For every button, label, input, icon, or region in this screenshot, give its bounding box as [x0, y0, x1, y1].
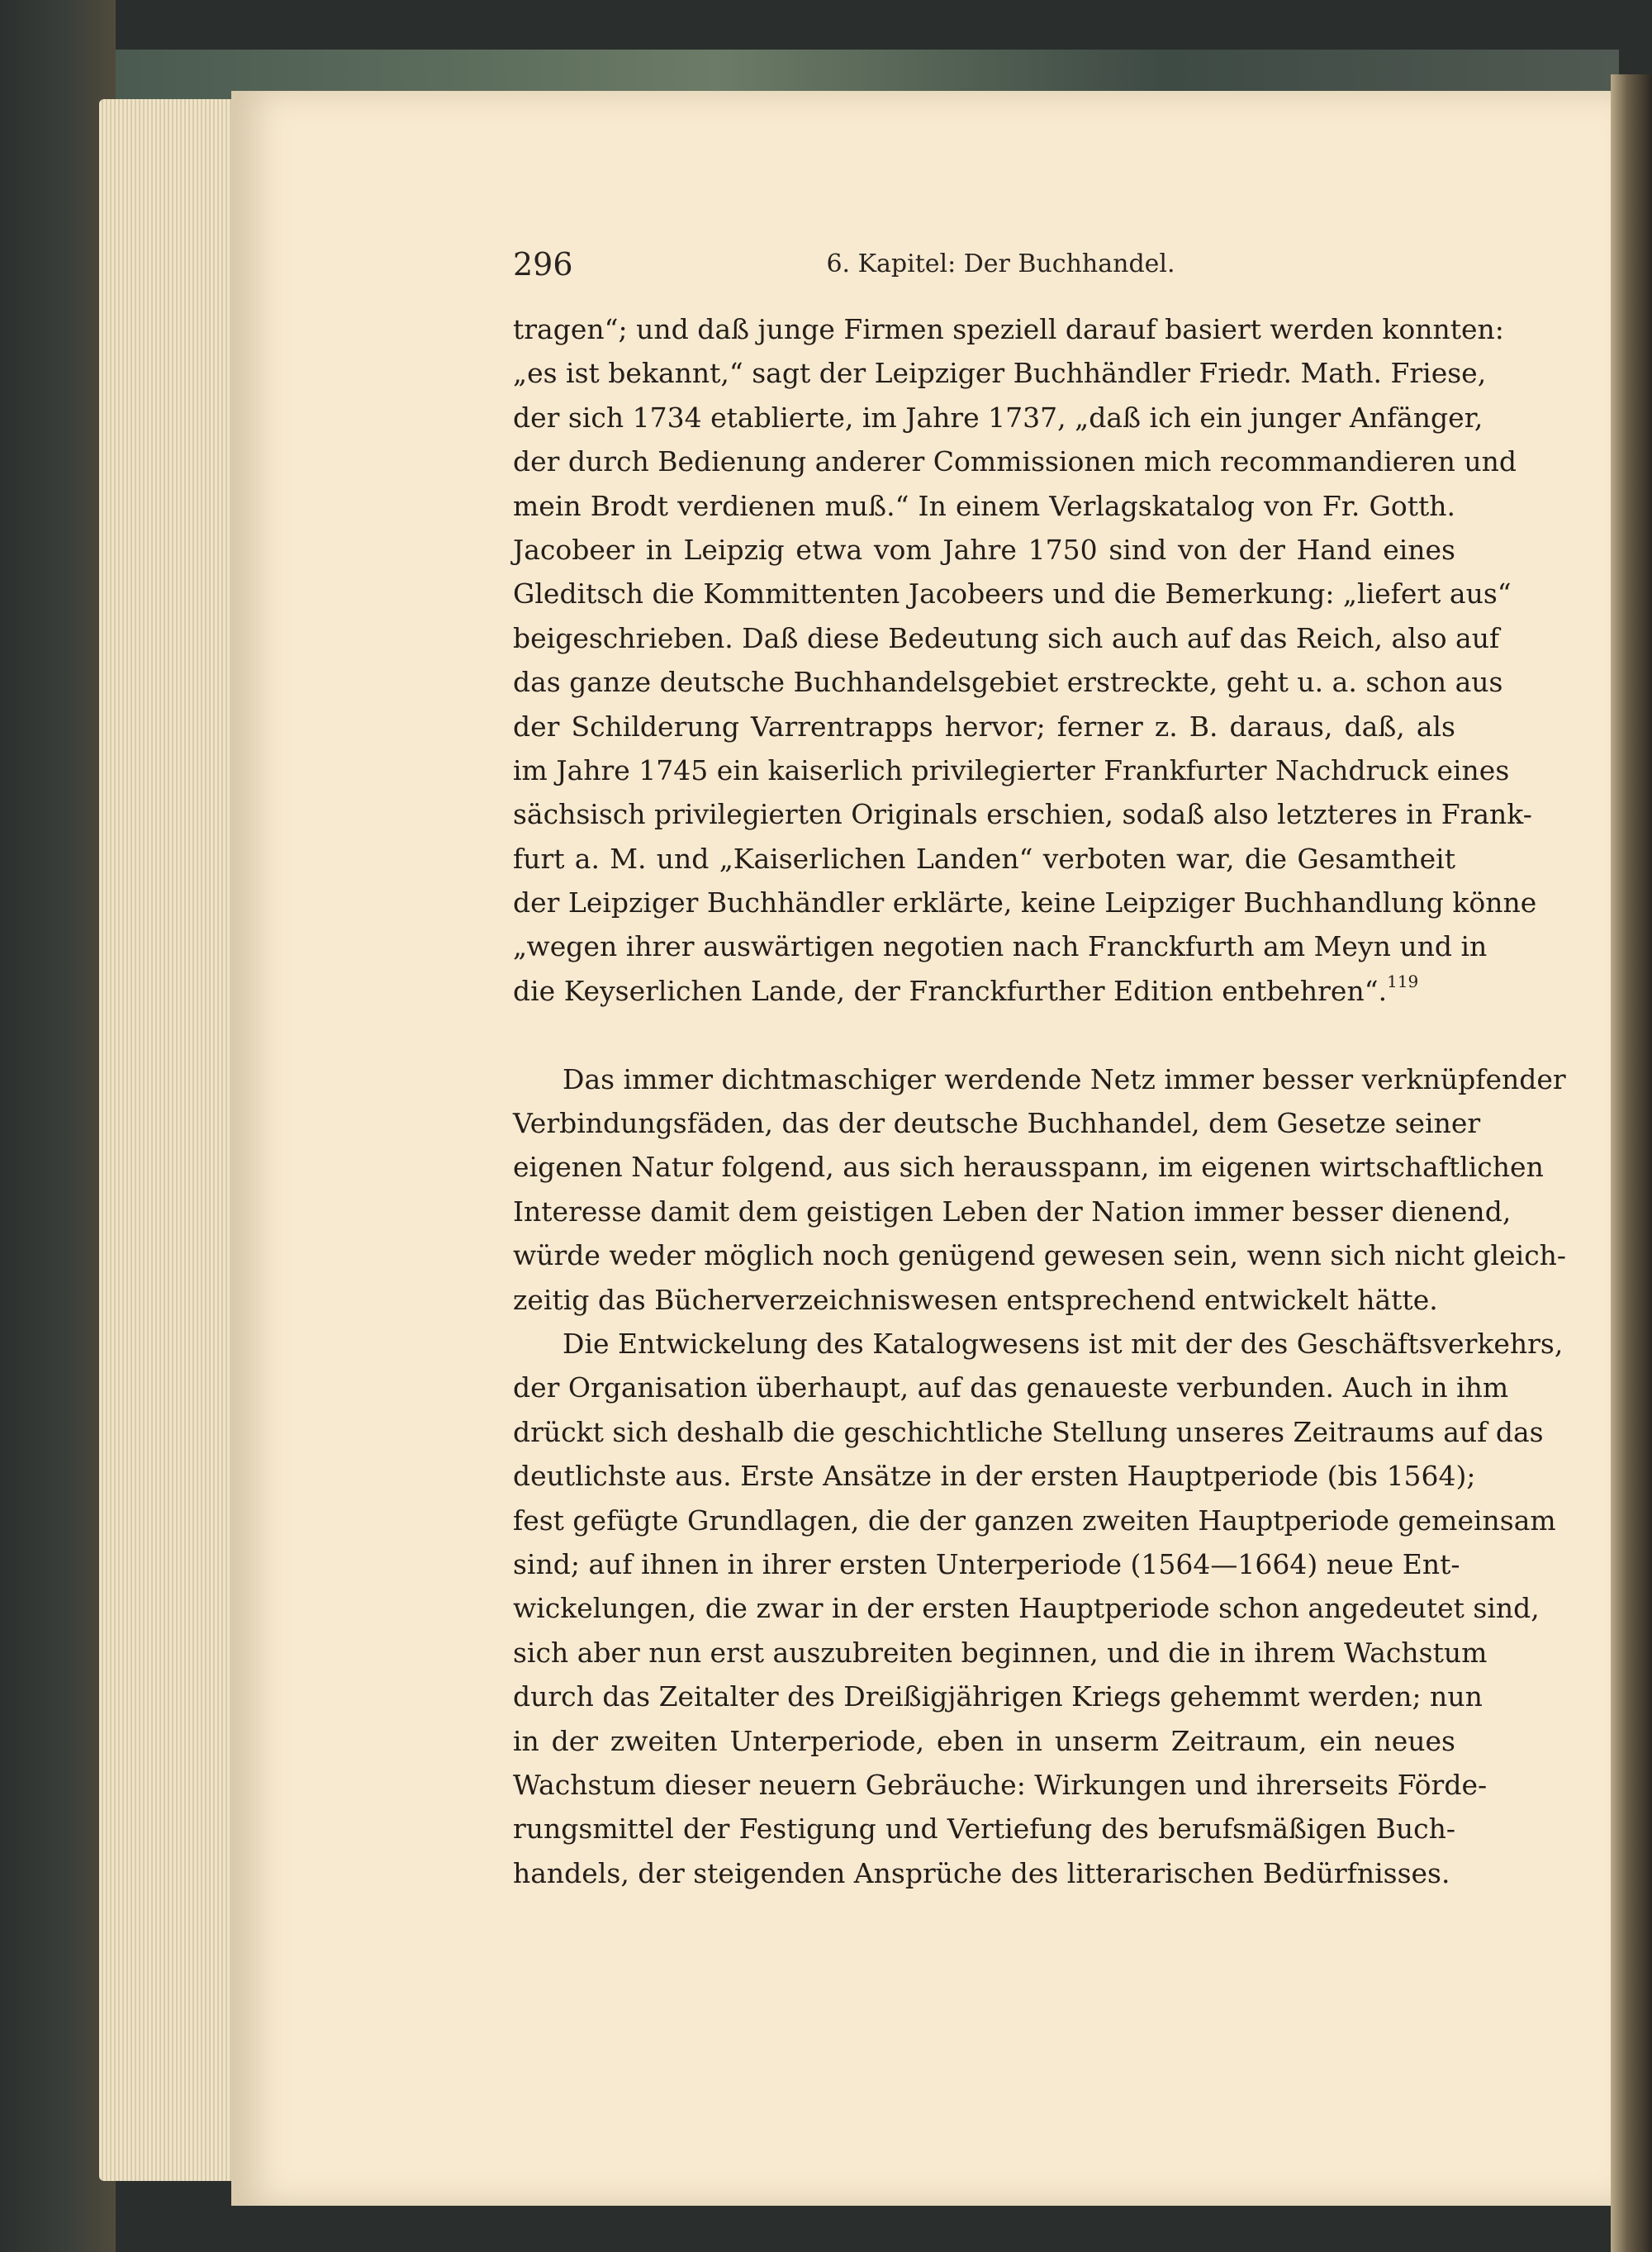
line-text: Interesse damit dem geistigen Leben der Nation immer besser dienend, [513, 1195, 1512, 1228]
line-text: Die Entwickelung des Katalogwesens ist mit der des Geschäftsverkehrs, [563, 1327, 1564, 1360]
text-line [513, 1410, 1544, 1454]
line-text: Gleditsch die Kommittenten Jacobeers und die Bemerkung: „liefert aus“ [513, 577, 1512, 611]
running-title: 6. Kapitel: Der Buchhandel. [826, 249, 1175, 278]
text-line [513, 1542, 1460, 1586]
line-text: furt a. M. und „Kaiserlichen Landen“ verboten war, die Gesamtheit [513, 842, 1455, 875]
text-line [513, 924, 1488, 968]
text-line [513, 1763, 1488, 1807]
facing-page-edge [1611, 74, 1652, 2252]
line-text: Jacobeer in Leipzig etwa vom Jahre 1750 sind von der Hand eines [513, 533, 1455, 566]
page-number: 296 [513, 246, 573, 283]
footnote-reference[interactable]: 119 [1387, 971, 1419, 991]
line-text: „wegen ihrer auswärtigen negotien nach Franckfurth am Meyn und in [513, 930, 1488, 963]
text-line [513, 1631, 1488, 1675]
text-line [513, 351, 1487, 395]
text-line [513, 705, 1455, 748]
text-line [513, 969, 1455, 1013]
paragraph [513, 1322, 1564, 1895]
line-text: Wachstum dieser neuern Gebräuche: Wirkungen und ihrerseits Förde- [513, 1768, 1488, 1801]
text-line [513, 1101, 1481, 1145]
paragraph [513, 1057, 1567, 1322]
line-text: durch das Zeitalter des Dreißigjährigen Kriegs gehemmt werden; nun [513, 1680, 1483, 1713]
text-line [513, 1145, 1544, 1189]
line-text: fest gefügte Grundlagen, die der ganzen zweiten Hauptperiode gemeinsam [513, 1504, 1556, 1537]
line-text: sind; auf ihnen in ihrer ersten Unterperiode (1564—1664) neue Ent- [513, 1547, 1460, 1580]
line-text: der durch Bedienung anderer Commissionen mich recommandieren und [513, 445, 1517, 478]
paragraph [513, 307, 1537, 1013]
text-line [513, 307, 1504, 351]
line-text: deutlichste aus. Erste Ansätze in der ersten Hauptperiode (bis 1564); [513, 1460, 1476, 1493]
line-text: das ganze deutsche Buchhandelsgebiet erstreckte, geht u. a. schon aus [513, 666, 1503, 699]
paragraph-spacer [513, 1013, 1455, 1057]
line-text: der Organisation überhaupt, auf das genaueste verbunden. Auch in ihm [513, 1371, 1509, 1404]
line-text: eigenen Natur folgend, aus sich herausspann, im eigenen wirtschaftlichen [513, 1151, 1544, 1184]
text-line [513, 439, 1517, 483]
text-line [513, 1233, 1567, 1277]
text-line [513, 396, 1483, 439]
line-text: sächsisch privilegierten Originals erschien, sodaß also letzteres in Frank- [513, 798, 1532, 831]
text-line [513, 1190, 1512, 1233]
text-line [513, 1586, 1540, 1630]
text-line [513, 1278, 1455, 1322]
text-line [513, 1807, 1455, 1851]
text-line [513, 1719, 1455, 1763]
line-text: der Leipziger Buchhändler erklärte, keine Leipziger Buchhandlung könne [513, 886, 1537, 919]
line-text: „es ist bekannt,“ sagt der Leipziger Buchhändler Friedr. Math. Friese, [513, 357, 1487, 390]
text-line [513, 528, 1455, 572]
text-line [513, 1057, 1566, 1101]
line-text: tragen“; und daß junge Firmen speziell darauf basiert werden konnten: [513, 313, 1504, 345]
text-line [513, 1366, 1509, 1409]
text-line [513, 1454, 1476, 1498]
line-text: die Keyserlichen Lande, der Franckfurther Edition entbehren“. [513, 974, 1388, 1007]
text-line [513, 484, 1455, 528]
line-text: sich aber nun erst auszubreiten beginnen, und die in ihrem Wachstum [513, 1636, 1488, 1669]
text-line [513, 881, 1537, 924]
line-text: handels, der steigenden Ansprüche des litterarischen Bedürfnisses. [513, 1856, 1450, 1889]
text-line [513, 572, 1512, 615]
page-edges [99, 99, 240, 2181]
line-text: wickelungen, die zwar in der ersten Hauptperiode schon angedeutet sind, [513, 1592, 1540, 1625]
line-text: rungsmittel der Festigung und Vertiefung des berufsmäßigen Buch- [513, 1813, 1455, 1846]
text-line [513, 748, 1510, 792]
line-text: mein Brodt verdienen muß.“ In einem Verlagskatalog von Fr. Gotth. [513, 489, 1455, 522]
line-text: drückt sich deshalb die geschichtliche Stellung unseres Zeitraums auf das [513, 1415, 1544, 1448]
text-line [513, 837, 1455, 881]
line-text: der Schilderung Varrentrapps hervor; ferner z. B. daraus, daß, als [513, 710, 1455, 743]
line-text: Verbindungsfäden, das der deutsche Buchhandel, dem Gesetze seiner [513, 1107, 1481, 1140]
line-text: in der zweiten Unterperiode, eben in unserm Zeitraum, ein neues [513, 1724, 1455, 1757]
text-line [513, 1675, 1483, 1718]
line-text: Das immer dichtmaschiger werdende Netz immer besser verknüpfender [563, 1062, 1566, 1095]
text-line [513, 616, 1500, 660]
line-text: beigeschrieben. Daß diese Bedeutung sich auch auf das Reich, also auf [513, 621, 1500, 654]
page-header [513, 246, 1455, 287]
text-line [513, 1322, 1564, 1366]
line-text: im Jahre 1745 ein kaiserlich privilegierter Frankfurter Nachdruck eines [513, 753, 1510, 786]
text-line [513, 1499, 1556, 1542]
line-text: zeitig das Bücherverzeichniswesen entsprechend entwickelt hätte. [513, 1283, 1438, 1316]
book-cover [0, 0, 116, 2252]
text-line [513, 660, 1503, 704]
line-text: würde weder möglich noch genügend gewesen sein, wenn sich nicht gleich- [513, 1239, 1567, 1272]
body-text [513, 307, 1567, 1895]
line-text: der sich 1734 etablierte, im Jahre 1737, „daß ich ein junger Anfänger, [513, 401, 1483, 434]
text-line [513, 1851, 1455, 1895]
text-line [513, 792, 1532, 836]
